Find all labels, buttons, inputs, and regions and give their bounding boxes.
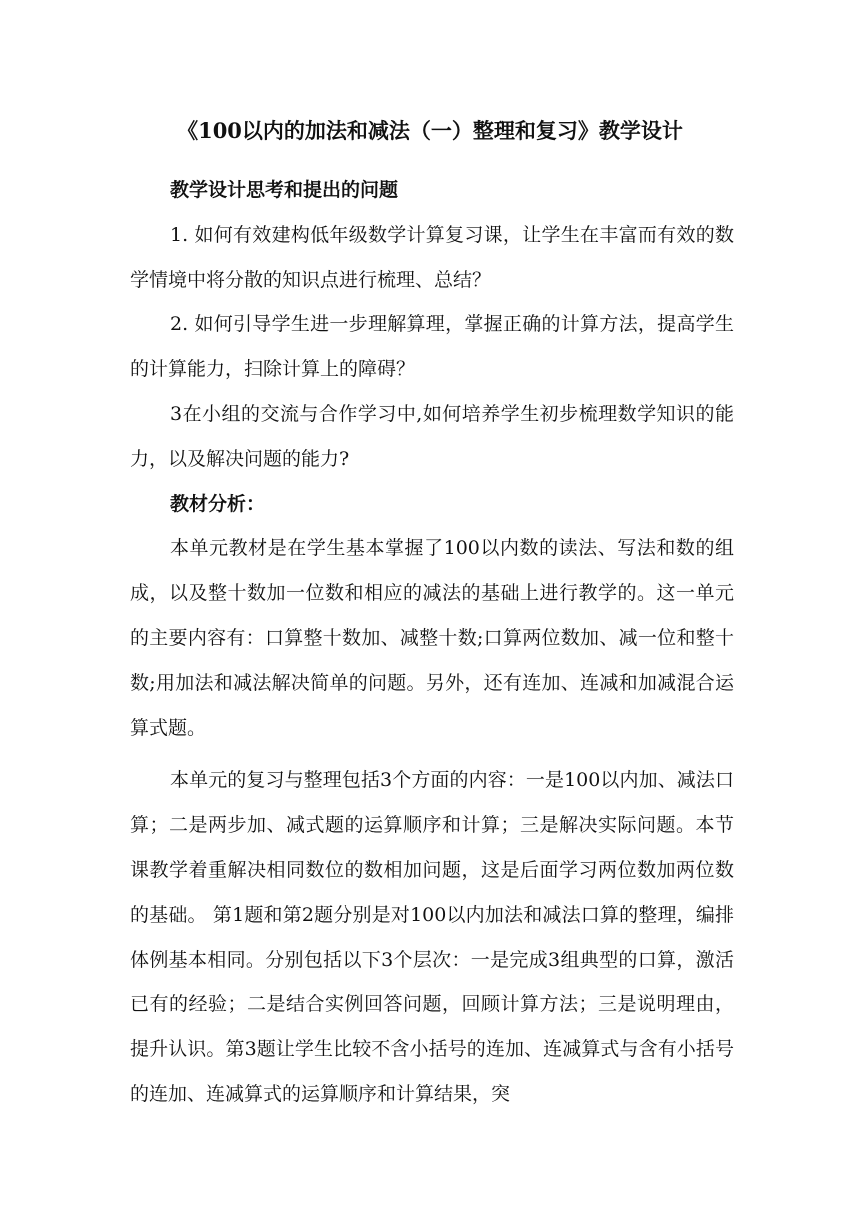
- section-heading-design-questions: 教学设计思考和提出的问题: [170, 179, 399, 201]
- document-body: [130, 168, 734, 1117]
- question-paragraph-3: 3在小组的交流与合作学习中,如何培养学生初步梳理数学知识的能力，以及解决问题的能力?: [130, 402, 734, 470]
- question-paragraph-1: 1. 如何有效建构低年级数学计算复习课，让学生在丰富而有效的数学情境中将分散的知识点进行梳理、总结？: [130, 223, 734, 291]
- section-heading-textbook-analysis: 教材分析：: [170, 492, 266, 515]
- document-title: 《100以内的加法和减法（一）整理和复习》教学设计: [177, 118, 683, 143]
- analysis-paragraph-2: 本单元的复习与整理包括3个方面的内容：一是100以内加、减法口算；二是两步加、减式题的运算顺序和计算；三是解决实际问题。本节课教学着重解决相同数位的数相加问题，这是后面学习两位数加两位数的基础。 第1题和第2题分别是对100以内加法和减法口算的整理，编排体例基本相同。分别包括以下3个层次：一是完成3组典型的口算，激活已有的经验；二是结合实例回答问题，回顾计算方法；三是说明理由，提升认识。第3题让学生比较不含小括号的连加、连减算式与含有小括号的连加、连减算式的运算顺序和计算结果，突: [130, 769, 734, 1105]
- question-paragraph-2: 2. 如何引导学生进一步理解算理，掌握正确的计算方法，提高学生的计算能力，扫除计算上的障碍？: [130, 313, 734, 381]
- analysis-paragraph-1: 本单元教材是在学生基本掌握了100以内数的读法、写法和数的组成，以及整十数加一位数和相应的减法的基础上进行教学的。这一单元的主要内容有：口算整十数加、减整十数;口算两位数加、减一位和整十数;用加法和减法解决简单的问题。另外，还有连加、连减和加减混合运算式题。: [130, 537, 734, 739]
